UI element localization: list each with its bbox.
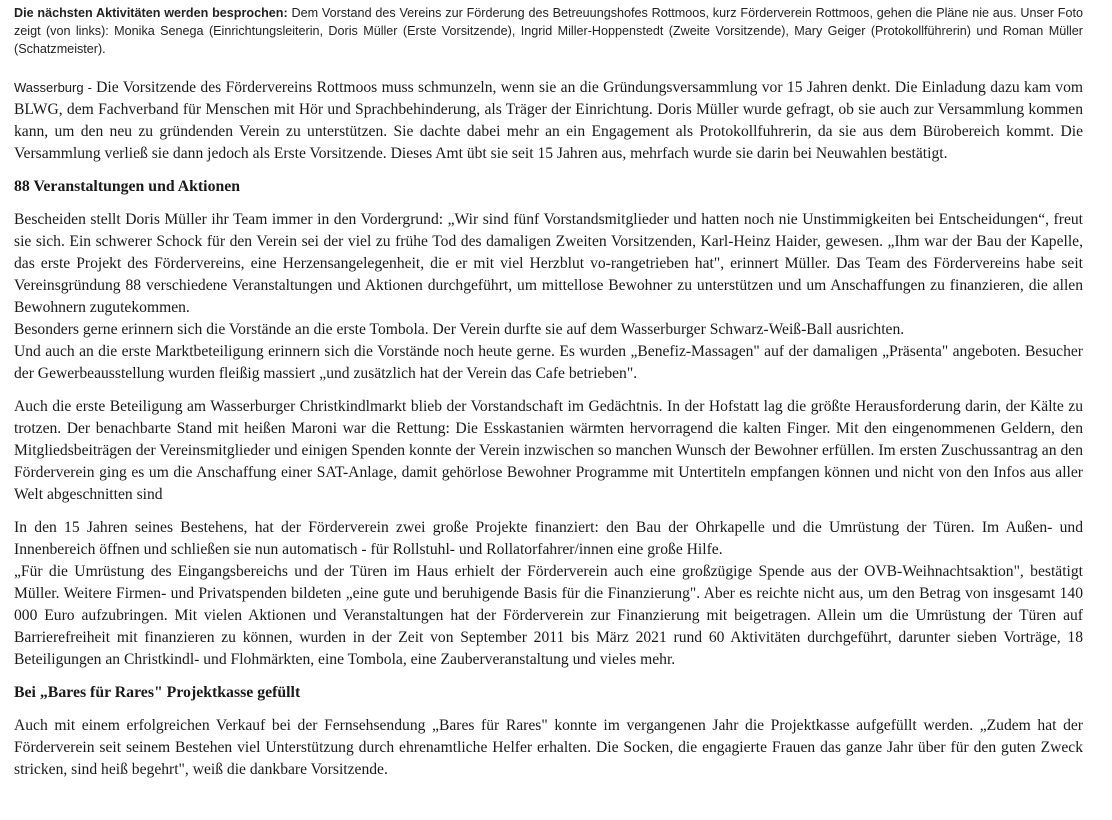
- subheading-bares-fuer-rares: Bei „Bares für Rares" Projektkasse gefüllt: [14, 684, 301, 701]
- paragraph-team: Bescheiden stellt Doris Müller ihr Team immer in den Vordergrund: „Wir sind fünf Vorstandsmitglieder und hatten noch nie Unstimmigkeiten bei Entscheidungen“, freut sie sich. Ein schwerer Schock für den Verein sei der viel zu frühe Tod des damaligen Zweiten Vorsitzenden, Karl-Heinz Haider, gewesen. „Ihm war der Bau der Kapelle, das erste Projekt des Fördervereins, eine Herzensangelegenheit, die er mit viel Herzblut vo-rangetrieben hat", erinnert Müller. Das Team des Fördervereins habe seit Vereinsgründung 88 verschiedene Veranstaltungen und Aktionen durchgeführt, um mittellose Bewohner zu unterstützen und um Anschaffungen zu finanzieren, die allen Bewohnern zugutekommen.: [14, 211, 1083, 316]
- subheading-events: 88 Veranstaltungen und Aktionen: [14, 178, 241, 195]
- paragraph-financing: „Für die Umrüstung des Eingangsbereichs und der Türen im Haus erhielt der Förderverein auch eine großzügige Spende aus der OVB-Weihnachtsaktion", bestätigt Müller. Weitere Firmen- und Privatspenden bildeten „eine gute und beruhigende Basis für die Finanzierung". Aber es reichte nicht aus, um den Betrag von insgesamt 140 000 Euro aufzubringen. Mit vielen Aktionen und Veranstaltungen hat der Förderverein zur Finanzierung mit beigetragen. Allein um die Umrüstung der Türen auf Barrierefreiheit mit finanzieren zu können, wurden in der Zeit von September 2011 bis März 2021 rund 60 Aktivitäten durchgeführt, darunter sieben Vorträge, 18 Beteiligungen an Christkindl- und Flohmärkten, eine Tombola, eine Zauberveranstaltung und vieles mehr.: [14, 563, 1083, 668]
- dateline: Wasserburg -: [14, 80, 97, 95]
- intro-text: Die Vorsitzende des Fördervereins Rottmoos muss schmunzeln, wenn sie an die Gründungsversammlung vor 15 Jahren denkt. Die Einladung dazu kam vom BLWG, dem Fachverband für Menschen mit Hör und Sprachbehinderung, als Träger der Einrichtung. Doris Müller wurde gefragt, ob sie auch zur Versammlung kommen kann, um den neu zu gründenden Verein zu unterstützen. Sie dachte dabei mehr an ein Engagement als Protokollfuhrerin, da sie aus dem Bürobereich kommt. Die Versammlung verließ sie dann jedoch als Erste Vorsitzende. Dieses Amt übt sie seit 15 Jahren aus, mehrfach wurde sie darin bei Neuwahlen bestätigt.: [14, 79, 1083, 162]
- paragraph-projects: In den 15 Jahren seines Bestehens, hat der Förderverein zwei große Projekte finanziert: den Bau der Ohrkapelle und die Umrüstung der Türen. Im Außen- und Innenbereich öffnen und schließen sie nun automatisch - für Rollstuhl- und Rollatorfahrer/innen eine große Hilfe.: [14, 519, 1083, 558]
- paragraph-christkindlmarkt: Auch die erste Beteiligung am Wasserburger Christkindlmarkt blieb der Vorstandschaft im Gedächtnis. In der Hofstatt lag die größte Herausforderung darin, der Kälte zu trotzen. Der benachbarte Stand mit heißen Maroni war die Rettung: Die Esskastanien wärmten hervorragend die kalten Finger. Mit den eingenommenen Geldern, den Mitgliedsbeiträgen der Vereinsmitglieder und einigen Spenden konnte der Verein inzwischen so manchen Wunsch der Bewohner erfüllen. Im ersten Zuschussantrag an den Förderverein ging es um die Anschaffung einer SAT-Anlage, damit gehörlose Bewohner Programme mit Untertiteln empfangen können und nicht von den Infos aus aller Welt abgeschnitten sind: [14, 398, 1083, 503]
- caption-lead: Die nächsten Aktivitäten werden besprochen:: [14, 6, 288, 20]
- photo-caption: [14, 4, 1083, 58]
- intro-paragraph: [14, 77, 1083, 165]
- paragraph-market: Und auch an die erste Marktbeteiligung erinnern sich die Vorstände noch heute gerne. Es wurden „Benefiz-Massagen" auf der damaligen „Präsenta" angeboten. Besucher der Gewerbeausstellung wurden fleißig massiert „und zusätzlich hat der Verein das Cafe betrieben".: [14, 343, 1083, 382]
- article-body: [14, 77, 1083, 781]
- paragraph-tombola: Besonders gerne erinnern sich die Vorstände an die erste Tombola. Der Verein durfte sie auf dem Wasserburger Schwarz-Weiß-Ball ausrichten.: [14, 321, 905, 338]
- paragraph-closing: Auch mit einem erfolgreichen Verkauf bei der Fernsehsendung „Bares für Rares" konnte im vergangenen Jahr die Projektkasse aufgefüllt werden. „Zudem hat der Förderverein seit seinem Bestehen viel Unterstützung durch ehrenamtliche Helfer erhalten. Die Socken, die engagierte Frauen das ganze Jahr über für den guten Zweck stricken, sind heiß begehrt", weiß die dankbare Vorsitzende.: [14, 717, 1083, 778]
- caption-text: Dem Vorstand des Vereins zur Förderung des Betreuungshofes Rottmoos, kurz Förderverein Rottmoos, gehen die Pläne nie aus. Unser Foto zeigt (von links): Monika Senega (Einrichtungsleiterin, Doris Müller (Erste Vorsitzende), Ingrid Miller-Hoppenstedt (Zweite Vorsitzende), Mary Geiger (Protokollführerin) und Roman Müller (Schatzmeister).: [14, 6, 1084, 56]
